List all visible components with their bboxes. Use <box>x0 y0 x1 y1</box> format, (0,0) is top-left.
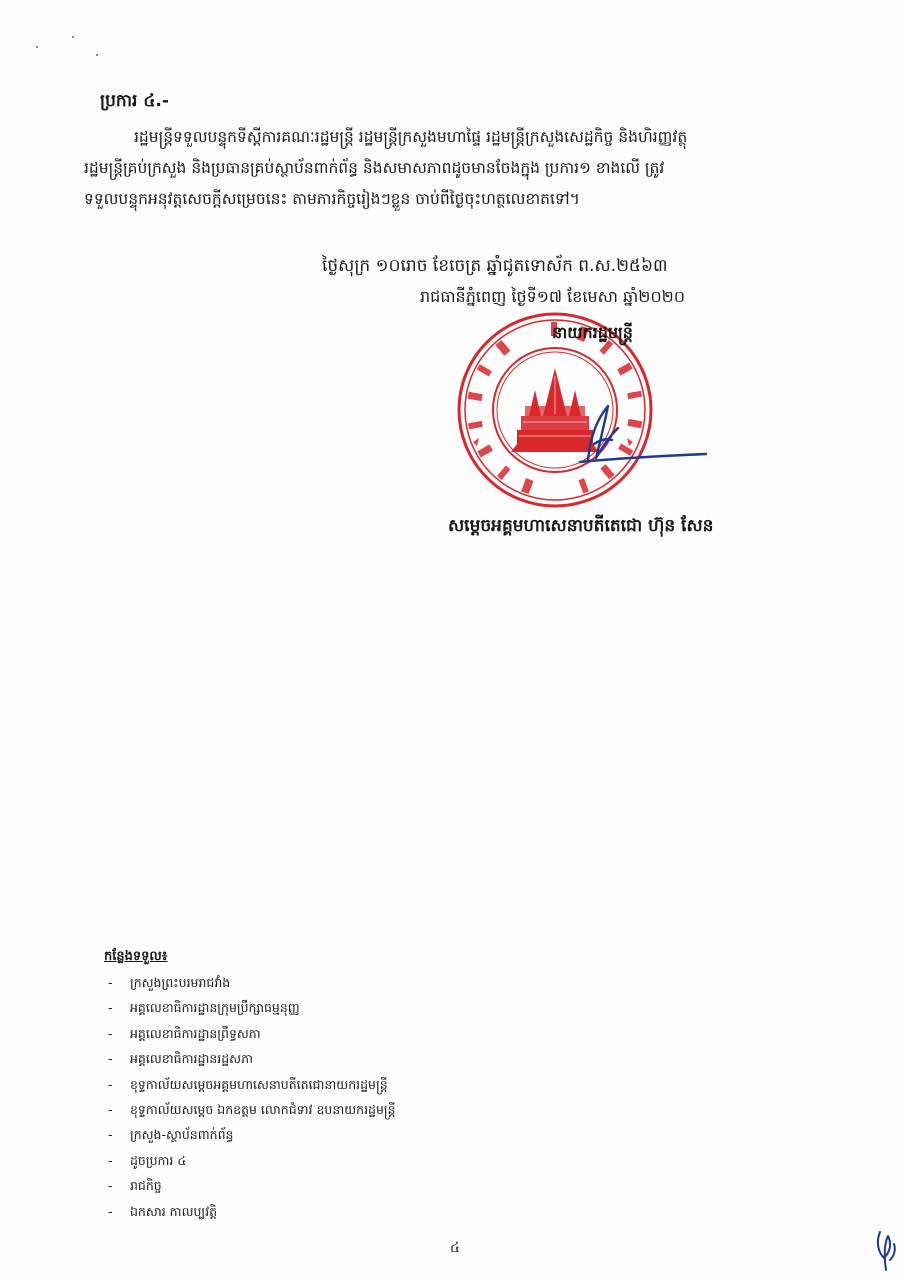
list-item: - ឯកសារ កាលប្បវត្តិ <box>108 1203 218 1219</box>
list-item: - ក្រសួង-ស្ថាប័នពាក់ព័ន្ធ <box>108 1127 234 1143</box>
list-item: - អគ្គលេខាធិការដ្ឋានរដ្ឋសភា <box>108 1051 253 1067</box>
list-item: - រាជកិច្ច <box>108 1178 162 1194</box>
handwritten-signature <box>560 400 710 470</box>
article-heading: ប្រការ ៤.- <box>100 91 169 111</box>
list-item: - ក្រសួងព្រះបរមរាជវាំង <box>108 975 231 990</box>
scan-speck <box>36 46 38 48</box>
scan-speck <box>72 36 74 38</box>
article-line: រដ្ឋមន្ត្រីគ្រប់ក្រសួង និងប្រធានគ្រប់ស្ថាប័នពាក់ព័ន្ធ និងសមាសភាពដូចមានចែងក្នុង ប្រការ១ ខាងលើ ត្រូវ <box>84 159 665 177</box>
scan-speck <box>96 54 98 56</box>
solar-date: រាជធានីភ្នំពេញ ថ្ងៃទី១៧ ខែមេសា ឆ្នាំ២០២០ <box>420 287 686 306</box>
article-line: រដ្ឋមន្ត្រីទទួលបន្ទុកទីស្តីការគណៈរដ្ឋមន្ត្រី រដ្ឋមន្ត្រីក្រសួងមហាផ្ទៃ រដ្ឋមន្ត្រីក្រសួងសេដ្ឋកិច្ច និងហិរញ្ញវត្ថុ <box>134 128 688 146</box>
list-item: - ខុទ្ទកាល័យសម្តេចអគ្គមហាសេនាបតីតេជោនាយករដ្ឋមន្ត្រី <box>108 1076 388 1092</box>
handwritten-initial <box>872 1226 900 1274</box>
list-item: - អគ្គលេខាធិការដ្ឋានព្រឹទ្ធសភា <box>108 1025 261 1041</box>
list-item: - ដូចប្រការ ៤ <box>108 1152 187 1168</box>
page-number: ៤ <box>450 1240 460 1256</box>
signer-title: នាយករដ្ឋមន្ត្រី <box>552 323 633 342</box>
recipients-list <box>108 970 396 1224</box>
article-line: ទទួលបន្ទុកអនុវត្តសេចក្តីសម្រេចនេះ តាមភារកិច្ចរៀងៗខ្លួន ចាប់ពីថ្ងៃចុះហត្ថលេខាតទៅ។ <box>84 190 580 208</box>
signer-name: សម្តេចអគ្គមហាសេនាបតីតេជោ ហ៊ុន សែន <box>448 516 714 536</box>
list-item: - អគ្គលេខាធិការដ្ឋានក្រុមប្រឹក្សាធម្មនុញ្ញ <box>108 1000 300 1016</box>
lunar-date: ថ្ងៃសុក្រ ១០រោច ខែចេត្រ ឆ្នាំជូតទោស័ក ព.ស.២៥៦៣ <box>322 256 668 276</box>
recipients-heading: កន្លែងទទួល៖ <box>104 949 168 964</box>
article-body <box>84 122 808 215</box>
list-item: - ខុទ្ទកាល័យសម្តេច ឯកឧត្តម លោកជំទាវ ឧបនាយករដ្ឋមន្ត្រី <box>108 1102 396 1118</box>
